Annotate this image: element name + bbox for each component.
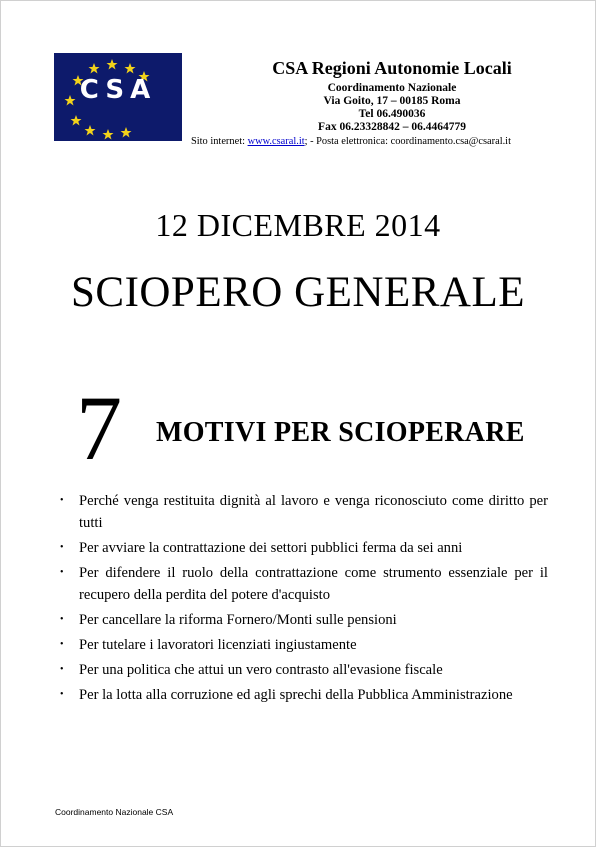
list-item (58, 659, 548, 681)
list-item-text: Perché venga restituita dignità al lavoro e venga riconosciuto come diritto per tutti (79, 493, 548, 531)
bullet-icon: • (60, 689, 64, 700)
web-prefix: Sito internet: (191, 136, 248, 147)
csa-logo (54, 53, 182, 141)
list-item (58, 490, 548, 534)
star-2-icon (125, 63, 136, 74)
star-7-icon (85, 125, 96, 136)
coordination-line: Coordinamento Nazionale (327, 82, 457, 94)
page-title: SCIOPERO GENERALE (70, 269, 526, 316)
reasons-heading: MOTIVI PER SCIOPERARE (156, 417, 525, 448)
star-6-icon (71, 115, 82, 126)
list-item-text: Per cancellare la riforma Fornero/Monti sulle pensioni (79, 612, 397, 628)
address-line: Via Goito, 17 – 00185 Roma (323, 95, 461, 107)
bullet-icon: • (60, 614, 64, 625)
list-item (58, 537, 548, 559)
fax-line: Fax 06.23328842 – 06.4464779 (318, 121, 466, 133)
bullet-icon: • (60, 542, 64, 553)
footer-text: Coordinamento Nazionale CSA (55, 807, 174, 817)
list-item (58, 562, 548, 606)
star-9-icon (121, 127, 132, 138)
list-item-text: Per tutelare i lavoratori licenziati ingiustamente (79, 637, 357, 653)
list-item-text: Per una politica che attui un vero contrasto all'evasione fiscale (79, 662, 443, 678)
star-3-icon (89, 63, 100, 74)
bullet-icon: • (60, 495, 64, 506)
reasons-count: 7 (76, 377, 122, 479)
email-text: ; - Posta elettronica: coordinamento.csa@csaral.it (304, 136, 511, 147)
star-1-icon (107, 59, 118, 70)
list-item (58, 684, 548, 706)
telephone-line: Tel 06.490036 (358, 108, 426, 120)
list-item-text: Per la lotta alla corruzione ed agli sprechi della Pubblica Amministrazione (79, 687, 513, 703)
list-item-text: Per difendere il ruolo della contrattazione come strumento essenziale per il recupero della perdita del potere d'acquisto (79, 565, 548, 603)
bullet-icon: • (60, 567, 64, 578)
list-item (58, 634, 548, 656)
strike-date: 12 DICEMBRE 2014 (155, 207, 441, 243)
star-8-icon (103, 129, 114, 140)
list-item (58, 609, 548, 631)
website-link[interactable]: www.csaral.it (247, 136, 305, 147)
logo-text: CSA (79, 75, 157, 105)
reasons-list (58, 490, 548, 709)
bullet-icon: • (60, 664, 64, 675)
bullet-icon: • (60, 639, 64, 650)
list-item-text: Per avviare la contrattazione dei settori pubblici ferma da sei anni (79, 540, 463, 556)
organization-name: CSA Regioni Autonomie Locali (272, 58, 512, 78)
contact-line (191, 136, 511, 147)
